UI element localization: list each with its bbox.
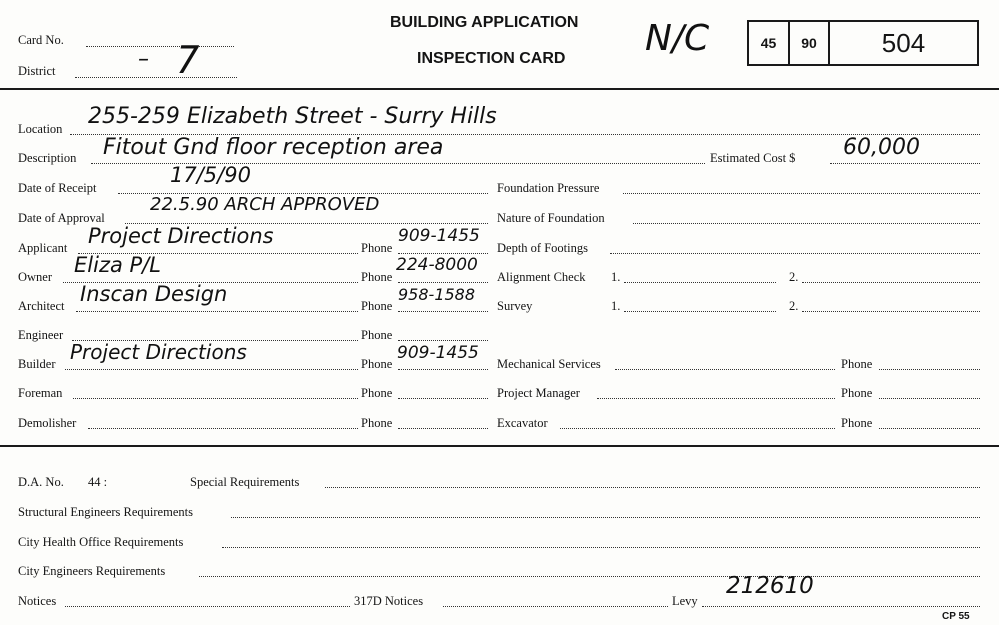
city-health-field[interactable] bbox=[222, 547, 980, 548]
top-divider bbox=[0, 88, 999, 90]
da-no-value: 44 : bbox=[88, 475, 108, 489]
demolisher-field[interactable] bbox=[88, 428, 358, 429]
district-strike-mark: – bbox=[138, 47, 149, 72]
bottom-divider bbox=[0, 445, 999, 447]
engineer-phone-label: Phone bbox=[361, 328, 393, 342]
da-no-label: D.A. No. bbox=[18, 475, 64, 489]
location-label: Location bbox=[18, 122, 63, 136]
mechanical-phone-field[interactable] bbox=[879, 369, 980, 370]
project-manager-field[interactable] bbox=[597, 398, 835, 399]
date-receipt-value: 17/5/90 bbox=[170, 163, 251, 187]
alignment-check-num-1: 1. bbox=[611, 270, 621, 284]
alignment-check-num-2: 2. bbox=[789, 270, 799, 284]
applicant-phone-value: 909-1455 bbox=[398, 226, 480, 246]
demolisher-label: Demolisher bbox=[18, 416, 77, 430]
architect-phone-field[interactable] bbox=[398, 311, 488, 312]
notices-317d-field[interactable] bbox=[443, 606, 668, 607]
engineer-label: Engineer bbox=[18, 328, 64, 342]
survey-num-1: 1. bbox=[611, 299, 621, 313]
city-engineers-label: City Engineers Requirements bbox=[18, 564, 166, 578]
foreman-field[interactable] bbox=[73, 398, 358, 399]
foreman-phone-label: Phone bbox=[361, 386, 393, 400]
builder-label: Builder bbox=[18, 357, 56, 371]
applicant-label: Applicant bbox=[18, 241, 68, 255]
city-health-label: City Health Office Requirements bbox=[18, 535, 184, 549]
special-requirements-label: Special Requirements bbox=[190, 475, 300, 489]
architect-label: Architect bbox=[18, 299, 65, 313]
project-manager-label: Project Manager bbox=[497, 386, 580, 400]
survey-field-2[interactable] bbox=[802, 311, 980, 312]
owner-label: Owner bbox=[18, 270, 53, 284]
depth-footings-field[interactable] bbox=[610, 253, 980, 254]
owner-phone-value: 224-8000 bbox=[396, 255, 478, 275]
excavator-phone-field[interactable] bbox=[879, 428, 980, 429]
excavator-label: Excavator bbox=[497, 416, 548, 430]
card-no-label: Card No. bbox=[18, 33, 64, 47]
card-number-box bbox=[747, 20, 979, 66]
estimated-cost-field[interactable] bbox=[830, 163, 980, 164]
applicant-value: Project Directions bbox=[88, 224, 274, 248]
owner-phone-field[interactable] bbox=[398, 282, 488, 283]
builder-field[interactable] bbox=[65, 369, 358, 370]
nature-foundation-label: Nature of Foundation bbox=[497, 211, 605, 225]
applicant-phone-field[interactable] bbox=[398, 253, 488, 254]
nc-mark: N/C bbox=[645, 18, 710, 59]
builder-phone-field[interactable] bbox=[398, 369, 488, 370]
special-requirements-field[interactable] bbox=[325, 487, 980, 488]
survey-field-1[interactable] bbox=[624, 311, 776, 312]
box-cell-45: 45 bbox=[749, 22, 790, 64]
title-line-2: INSPECTION CARD bbox=[417, 50, 566, 67]
district-value: 7 bbox=[170, 38, 204, 82]
date-receipt-label: Date of Receipt bbox=[18, 181, 97, 195]
description-value: Fitout Gnd floor reception area bbox=[103, 135, 444, 160]
alignment-check-field-1[interactable] bbox=[624, 282, 776, 283]
nature-foundation-field[interactable] bbox=[633, 223, 980, 224]
form-code: CP 55 bbox=[942, 611, 970, 622]
mechanical-services-label: Mechanical Services bbox=[497, 357, 601, 371]
architect-field[interactable] bbox=[76, 311, 358, 312]
survey-num-2: 2. bbox=[789, 299, 799, 313]
date-approval-value: 22.5.90 ARCH APPROVED bbox=[150, 194, 380, 215]
card-number: 504 bbox=[881, 27, 926, 58]
builder-phone-label: Phone bbox=[361, 357, 393, 371]
alignment-check-label: Alignment Check bbox=[497, 270, 586, 284]
architect-phone-label: Phone bbox=[361, 299, 393, 313]
mechanical-services-field[interactable] bbox=[615, 369, 835, 370]
survey-label: Survey bbox=[497, 299, 533, 313]
excavator-field[interactable] bbox=[560, 428, 835, 429]
applicant-phone-label: Phone bbox=[361, 241, 393, 255]
demolisher-phone-field[interactable] bbox=[398, 428, 488, 429]
notices-317d-label: 317D Notices bbox=[354, 594, 424, 608]
builder-phone-value: 909-1455 bbox=[397, 343, 479, 363]
owner-value: Eliza P/L bbox=[74, 253, 161, 277]
city-engineers-field[interactable] bbox=[199, 576, 980, 577]
excavator-phone-label: Phone bbox=[841, 416, 873, 430]
estimated-cost-label: Estimated Cost $ bbox=[710, 151, 796, 165]
structural-engineers-field[interactable] bbox=[231, 517, 980, 518]
foreman-label: Foreman bbox=[18, 386, 63, 400]
district-field[interactable] bbox=[75, 77, 237, 78]
levy-field[interactable] bbox=[702, 606, 980, 607]
date-approval-label: Date of Approval bbox=[18, 211, 105, 225]
demolisher-phone-label: Phone bbox=[361, 416, 393, 430]
project-manager-phone-field[interactable] bbox=[879, 398, 980, 399]
architect-phone-value: 958-1588 bbox=[398, 285, 476, 304]
alignment-check-field-2[interactable] bbox=[802, 282, 980, 283]
title-line-1: BUILDING APPLICATION bbox=[390, 14, 579, 31]
description-label: Description bbox=[18, 151, 77, 165]
district-label: District bbox=[18, 64, 56, 78]
levy-label: Levy bbox=[672, 594, 698, 608]
location-value: 255-259 Elizabeth Street - Surry Hills bbox=[88, 104, 497, 129]
foundation-pressure-field[interactable] bbox=[623, 193, 980, 194]
foundation-pressure-label: Foundation Pressure bbox=[497, 181, 600, 195]
foreman-phone-field[interactable] bbox=[398, 398, 488, 399]
notices-label: Notices bbox=[18, 594, 57, 608]
card-no-field[interactable] bbox=[86, 46, 234, 47]
engineer-phone-field[interactable] bbox=[398, 340, 488, 341]
levy-value: 212610 bbox=[726, 573, 814, 599]
project-manager-phone-label: Phone bbox=[841, 386, 873, 400]
estimated-cost-value: 60,000 bbox=[843, 135, 920, 160]
box-cell-90: 90 bbox=[790, 22, 830, 64]
mechanical-phone-label: Phone bbox=[841, 357, 873, 371]
builder-value: Project Directions bbox=[70, 340, 247, 364]
architect-value: Inscan Design bbox=[80, 282, 228, 306]
structural-engineers-label: Structural Engineers Requirements bbox=[18, 505, 193, 519]
depth-footings-label: Depth of Footings bbox=[497, 241, 588, 255]
owner-phone-label: Phone bbox=[361, 270, 393, 284]
notices-field[interactable] bbox=[65, 606, 350, 607]
